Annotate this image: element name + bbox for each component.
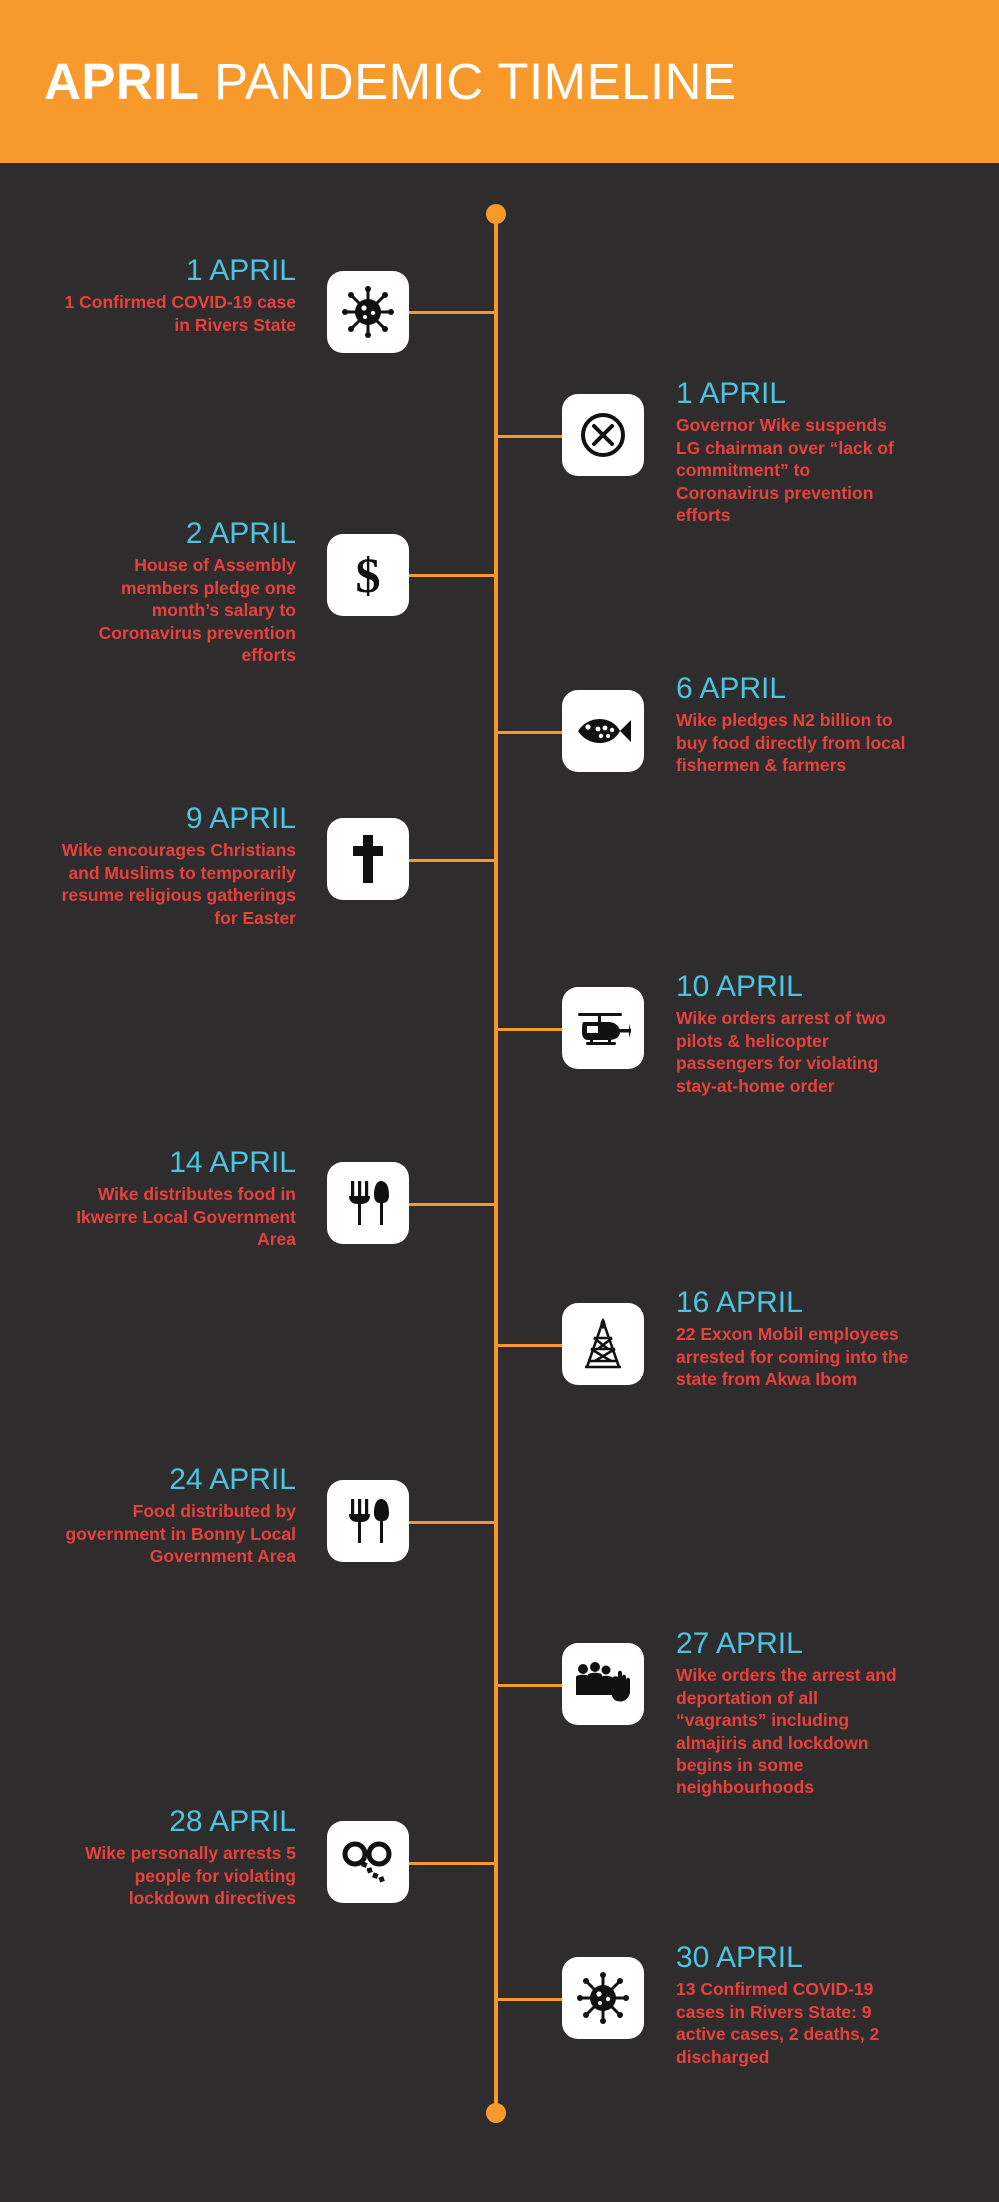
event-description: Wike orders arrest of two pilots & helicopter passengers for violating stay-at-home order	[676, 1008, 886, 1096]
event-description: Wike personally arrests 5 people for violating lockdown directives	[85, 1843, 296, 1909]
event-description: Wike orders the arrest and deportation of all “vagrants” including almajiris and lockdown begins in some neighbourhoods	[676, 1665, 897, 1798]
event-description: House of Assembly members pledge one month’s salary to Coronavirus prevention efforts	[98, 555, 296, 665]
event-text	[676, 378, 912, 526]
event-date: 24 APRIL	[169, 1463, 296, 1496]
cutlery-icon	[327, 1162, 409, 1244]
helicopter-icon	[562, 987, 644, 1069]
page-header	[0, 0, 999, 163]
event-description: Governor Wike suspends LG chairman over “lack of commitment” to Coronavirus prevention efforts	[676, 415, 894, 525]
connector-line	[496, 1344, 566, 1347]
event-text	[60, 518, 296, 666]
cancel-circle-icon	[562, 394, 644, 476]
event-text	[676, 1942, 912, 2068]
connector-line	[409, 1862, 496, 1865]
cross-icon	[327, 818, 409, 900]
event-date: 16 APRIL	[676, 1286, 803, 1319]
dollar-icon	[327, 534, 409, 616]
page-title-light: PANDEMIC TIMELINE	[214, 53, 737, 110]
crowd-stop-icon	[562, 1643, 644, 1725]
timeline-dot-bottom	[486, 2103, 506, 2123]
connector-line	[496, 435, 566, 438]
event-text	[60, 255, 296, 336]
connector-line	[496, 1028, 566, 1031]
connector-line	[409, 1521, 496, 1524]
cutlery-icon	[327, 1480, 409, 1562]
event-date: 1 APRIL	[185, 254, 296, 287]
event-date: 9 APRIL	[185, 802, 296, 835]
page-title-bold: APRIL	[44, 53, 200, 110]
timeline-spine	[494, 213, 498, 2113]
event-date: 2 APRIL	[185, 517, 296, 550]
event-text	[60, 1806, 296, 1910]
event-description: 22 Exxon Mobil employees arrested for coming into the state from Akwa Ibom	[676, 1324, 909, 1390]
event-date: 1 APRIL	[676, 377, 787, 410]
event-description: Wike distributes food in Ikwerre Local Government Area	[76, 1184, 296, 1250]
event-date: 6 APRIL	[676, 672, 787, 705]
event-date: 14 APRIL	[169, 1146, 296, 1179]
handcuffs-icon	[327, 1821, 409, 1903]
event-description: Wike pledges N2 billion to buy food directly from local fishermen & farmers	[676, 710, 906, 776]
connector-line	[409, 1203, 496, 1206]
page-title	[44, 52, 737, 111]
fish-icon	[562, 690, 644, 772]
svg-text:$: $	[355, 549, 381, 601]
virus-icon	[562, 1957, 644, 2039]
event-description: 13 Confirmed COVID-19 cases in Rivers State: 9 active cases, 2 deaths, 2 discharged	[676, 1979, 880, 2067]
event-text	[676, 1287, 912, 1391]
event-text	[60, 803, 296, 929]
connector-line	[409, 859, 496, 862]
timeline-dot-top	[486, 204, 506, 224]
connector-line	[496, 1998, 566, 2001]
event-text	[676, 1628, 912, 1799]
event-text	[676, 673, 912, 777]
event-description: Wike encourages Christians and Muslims to temporarily resume religious gatherings for Easter	[61, 840, 296, 928]
event-text	[60, 1147, 296, 1251]
event-date: 10 APRIL	[676, 970, 803, 1003]
event-text	[676, 971, 912, 1097]
connector-line	[496, 731, 566, 734]
event-description: Food distributed by government in Bonny Local Government Area	[65, 1501, 296, 1567]
event-date: 28 APRIL	[169, 1805, 296, 1838]
event-description: 1 Confirmed COVID-19 case in Rivers State	[64, 292, 296, 335]
connector-line	[496, 1684, 566, 1687]
event-date: 27 APRIL	[676, 1627, 803, 1660]
connector-line	[409, 311, 496, 314]
event-text	[60, 1464, 296, 1568]
connector-line	[409, 574, 496, 577]
event-date: 30 APRIL	[676, 1941, 803, 1974]
oil-rig-icon	[562, 1303, 644, 1385]
virus-icon	[327, 271, 409, 353]
